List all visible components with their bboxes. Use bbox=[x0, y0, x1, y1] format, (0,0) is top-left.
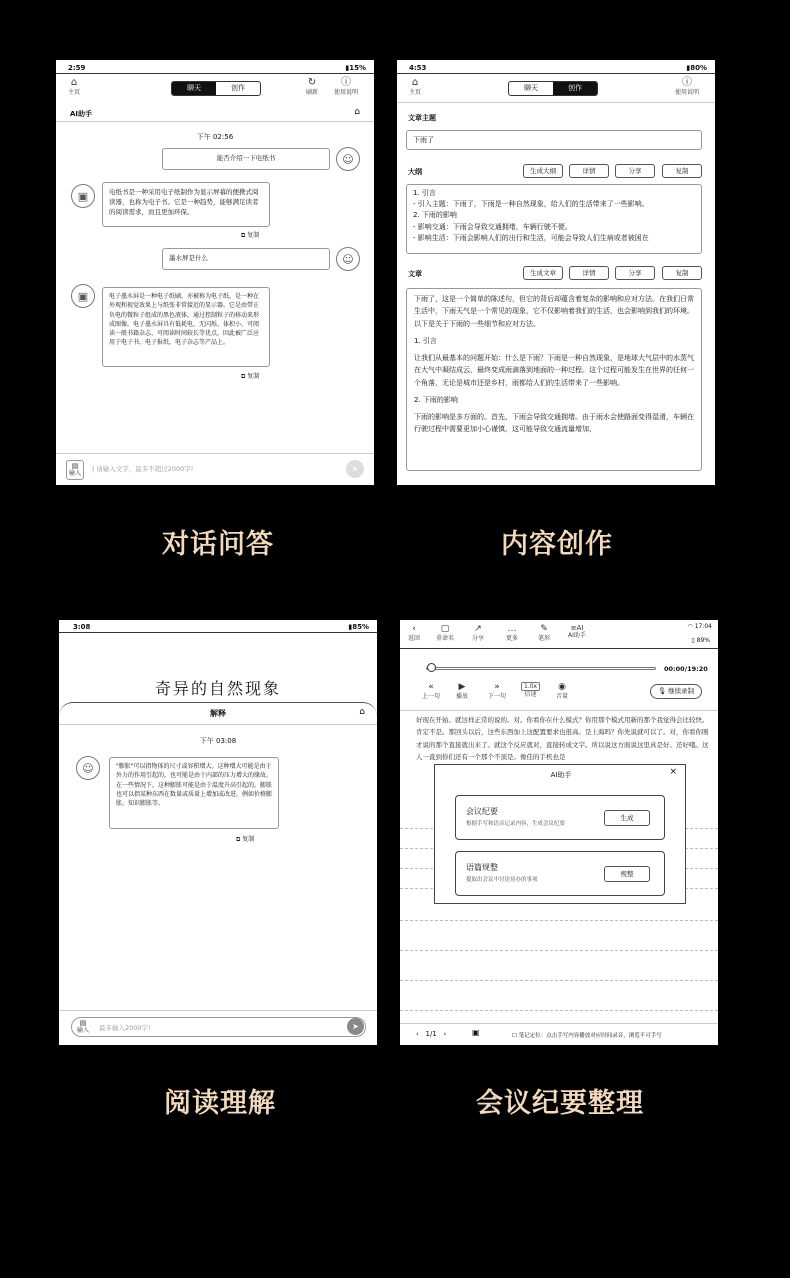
article-box[interactable] bbox=[406, 288, 702, 471]
volume-button[interactable] bbox=[556, 682, 568, 700]
clock: 17:04 bbox=[694, 623, 712, 630]
caption-chat: 对话问答 bbox=[162, 529, 274, 560]
copy-icon: ⧉ bbox=[241, 232, 246, 239]
pager bbox=[416, 1030, 446, 1038]
rename-label: 重命名 bbox=[436, 634, 455, 642]
prev-label: 上一句 bbox=[422, 692, 441, 700]
meeting-screen bbox=[400, 620, 718, 1045]
rename-button[interactable] bbox=[436, 624, 454, 642]
bot-avatar-icon: ▣ bbox=[71, 284, 95, 308]
option-desc: 提取出会议中讨论待办的事项 bbox=[466, 877, 538, 883]
input-mode-label: 输入 bbox=[69, 470, 82, 478]
tab-create[interactable]: 创作 bbox=[553, 82, 597, 95]
caption-reading: 阅读理解 bbox=[164, 1088, 276, 1119]
share-icon: ↗ bbox=[474, 624, 482, 634]
back-button[interactable] bbox=[408, 624, 420, 642]
back-label: 返回 bbox=[408, 634, 421, 642]
next-page-icon[interactable]: › bbox=[443, 1030, 447, 1038]
assistant-title: AI助手 bbox=[70, 110, 93, 118]
play-label: 播放 bbox=[456, 692, 469, 700]
note-locate-icon[interactable]: ▣ bbox=[472, 1028, 480, 1037]
help-label: 使用说明 bbox=[334, 89, 359, 96]
battery-level: 89% bbox=[696, 637, 710, 644]
chat-screen bbox=[56, 60, 374, 485]
article-share-button[interactable]: 分享 bbox=[615, 266, 655, 280]
prev-sentence-button[interactable] bbox=[422, 682, 440, 700]
more-icon: … bbox=[507, 624, 517, 634]
home-icon: ⌂ bbox=[70, 77, 78, 88]
outline-detail-button[interactable]: 详情 bbox=[569, 164, 609, 178]
hint-label: 笔记定位：点击手写内容播放对应时间录音，浏览不可手写 bbox=[518, 1033, 662, 1039]
article-label: 文章 bbox=[408, 270, 422, 278]
copy-icon: ⧉ bbox=[241, 373, 246, 380]
next-sentence-button[interactable] bbox=[488, 682, 506, 700]
back-icon: ‹ bbox=[412, 624, 416, 634]
caption-create: 内容创作 bbox=[501, 529, 613, 560]
home-label: 主页 bbox=[409, 89, 422, 96]
more-button[interactable] bbox=[506, 624, 518, 642]
rename-icon: ▢ bbox=[440, 624, 450, 634]
panel-title: 解释 bbox=[210, 709, 226, 718]
book-title: 奇异的自然现象 bbox=[154, 679, 281, 698]
option-tidy bbox=[455, 851, 665, 896]
option-desc: 根据手写和语音记录内容，生成会议纪要 bbox=[466, 821, 566, 827]
chat-timestamp: 下午 03:08 bbox=[199, 737, 237, 745]
checkbox-icon[interactable]: ☐ bbox=[512, 1033, 517, 1039]
status-battery bbox=[348, 623, 369, 631]
mode-tabs bbox=[508, 81, 598, 96]
article-paragraph: 下雨的影响是多方面的。首先，下雨会导致交通拥堵。由于雨水会使路面变得湿滑，车辆在行驶过程中需要更加小心谨慎，这可能导致交通流量增加， bbox=[414, 413, 694, 434]
volume-icon: ◉ bbox=[558, 682, 566, 692]
speed-value: 1.0x bbox=[521, 682, 540, 691]
battery-level: 85% bbox=[352, 623, 369, 631]
send-button[interactable] bbox=[347, 1018, 364, 1035]
send-icon: ➤ bbox=[352, 465, 358, 473]
tab-chat[interactable]: 聊天 bbox=[172, 82, 216, 95]
volume-label: 音量 bbox=[556, 692, 569, 700]
play-button[interactable] bbox=[456, 682, 468, 700]
mode-tabs bbox=[171, 81, 261, 96]
chat-timestamp: 下午 02:56 bbox=[196, 133, 234, 141]
copy-label: 复制 bbox=[247, 373, 260, 380]
pen-button[interactable] bbox=[538, 624, 550, 642]
battery-icon: ▯ bbox=[691, 637, 695, 644]
share-button[interactable] bbox=[472, 624, 484, 642]
bot-message: "膨胀"可以指物体的尺寸或容积增大。这种增大可能是由于外力的作用引起的，也可能是由于内部的压力增大的缘故。在一些情况下，这种膨胀可能是由于温度升高引起的。膨胀也可以指某种东西在数量或质量上增加或改进，例如价格膨胀、知识膨胀等。 bbox=[109, 757, 279, 829]
home-icon: ⌂ bbox=[411, 77, 419, 88]
article-copy-button[interactable]: 复制 bbox=[662, 266, 702, 280]
tidy-button[interactable]: 规整 bbox=[604, 866, 650, 882]
caption-meeting: 会议纪要整理 bbox=[476, 1088, 644, 1119]
outline-line: 1. 引言 bbox=[413, 189, 436, 197]
clear-icon[interactable]: ⌂ bbox=[359, 707, 365, 717]
option-minutes bbox=[455, 795, 665, 840]
copy-icon: ⧉ bbox=[236, 836, 241, 843]
bot-message: 电纸书是一种采用电子纸制作为显示屏幕的便携式阅读器，也称为电子书。它是一种趋势，能够满足读者的阅读需求，而且更加环保。 bbox=[102, 182, 270, 227]
continue-record-button[interactable] bbox=[650, 684, 702, 699]
prev-page-icon[interactable]: ‹ bbox=[416, 1030, 419, 1038]
ai-assistant-dialog bbox=[434, 764, 686, 904]
transcript: 好现在开始。就这样正常的说的。对。你看你在什么模式？你用那个模式用新的那个我觉得会比较快。肯定不是。那回头以后，这些东西加上这配置要求也很高。是上海吗？你先说就可以了。对，你看你刚才说的那个直接就出来了。就这个反应就对，直接转成文字。所以说这方面说这里真是好。还好哦。这人一直到你们还有一个那个不顶是。像佳的手机也是 bbox=[416, 716, 709, 762]
forward-icon: » bbox=[494, 682, 500, 692]
pen-label: 笔形 bbox=[538, 634, 551, 642]
tab-chat[interactable]: 聊天 bbox=[524, 84, 538, 92]
input-mode-button[interactable] bbox=[77, 1019, 89, 1035]
tab-create[interactable]: 创作 bbox=[231, 84, 245, 92]
help-icon: ⓘ bbox=[682, 77, 692, 88]
article-paragraph: 让我们从最基本的问题开始：什么是下雨？下雨是一种自然现象，是地球大气层中的水蒸气在大气中凝结成云，最终变成雨滴落到地面的一种过程。这个过程可能发生在世界的任何一个角落，无论是城市还是乡村，雨都给人们的生活带来了一些影响。 bbox=[414, 354, 694, 387]
user-message: 墨水屏是什么 bbox=[162, 248, 330, 270]
progress-thumb[interactable] bbox=[427, 663, 436, 672]
speed-label: 倍速 bbox=[524, 691, 537, 699]
explain-panel bbox=[59, 702, 377, 1045]
chat-input[interactable]: 最多输入2000字! bbox=[99, 1024, 151, 1032]
share-label: 分享 bbox=[472, 634, 485, 642]
progress-track[interactable] bbox=[426, 667, 656, 670]
generate-article-button[interactable]: 生成文章 bbox=[523, 266, 563, 280]
bot-avatar-icon: ☺ bbox=[76, 756, 100, 780]
generate-minutes-button[interactable]: 生成 bbox=[604, 810, 650, 826]
battery-icon: ▮ bbox=[348, 623, 353, 631]
article-detail-button[interactable]: 详情 bbox=[569, 266, 609, 280]
copy-label: 复制 bbox=[242, 836, 255, 843]
status-time: 4:53 bbox=[409, 64, 427, 72]
battery-icon: ▮ bbox=[686, 64, 691, 72]
help-icon: ⓘ bbox=[341, 77, 351, 88]
outline-line: - 影响生活：下雨会影响人们的出行和生活，可能会导致人们生病或者被困在 bbox=[413, 233, 649, 242]
page-number: 1/1 bbox=[425, 1030, 437, 1038]
user-avatar-icon: ☺ bbox=[336, 247, 360, 271]
outline-line: - 影响交通：下雨会导致交通拥堵，车辆行驶不便。 bbox=[413, 222, 572, 231]
refresh-label: 刷新 bbox=[306, 89, 319, 96]
chat-input[interactable]: | 请输入文字，最多不超过2000字! bbox=[86, 460, 350, 478]
input-mode-button[interactable] bbox=[66, 460, 84, 480]
duration: 00:00/19:20 bbox=[664, 665, 708, 673]
battery-level: 15% bbox=[349, 64, 366, 72]
close-icon[interactable]: × bbox=[669, 767, 677, 777]
dialog-title: AI助手 bbox=[550, 771, 572, 779]
generate-outline-button[interactable]: 生成大纲 bbox=[523, 164, 563, 178]
status-battery bbox=[691, 637, 710, 644]
wifi-icon: ◠ bbox=[687, 623, 693, 630]
topic-input[interactable]: 下雨了 bbox=[406, 130, 702, 150]
chat-input-placeholder: 请输入文字，最多不超过2000字! bbox=[96, 465, 194, 473]
article-heading: 1. 引言 bbox=[414, 336, 437, 345]
bot-message: 电子墨水屏是一种电子纸刷，亦被称为电子纸。是一种在外观和视觉效果上与纸张非常接近的显示器。它是由带正负电的微粒子组成的黑色液体，通过控制粒子的移动来形成图像。电子墨水屏具有低耗电、无闪烁、体积小、可阅读一般书籍杂志、可阅读时间较长等优点，因此被广泛应用于电子书、电子报纸、电子杂志等产品上。 bbox=[102, 287, 270, 367]
option-title: 会议纪要 bbox=[466, 807, 498, 816]
hint-text bbox=[512, 1031, 662, 1039]
continue-record-label: 继续录制 bbox=[668, 687, 695, 695]
battery-level: 80% bbox=[690, 64, 707, 72]
outline-copy-button[interactable]: 复制 bbox=[662, 164, 702, 178]
outline-share-button[interactable]: 分享 bbox=[615, 164, 655, 178]
outline-line: 2. 下雨的影响 bbox=[413, 211, 457, 220]
article-heading: 2. 下雨的影响 bbox=[414, 395, 458, 404]
ai-label: AI助手 bbox=[568, 632, 586, 640]
create-screen bbox=[397, 60, 715, 485]
battery-icon: ▮ bbox=[345, 64, 350, 72]
outline-line: - 引入主题：下雨了，下雨是一种自然现象，给人们的生活带来了一些影响。 bbox=[413, 200, 649, 209]
option-title: 语篇规整 bbox=[466, 863, 498, 872]
topic-label: 文章主题 bbox=[408, 114, 436, 122]
copy-label: 复制 bbox=[247, 232, 260, 239]
pen-icon: ✎ bbox=[540, 624, 548, 634]
refresh-icon: ↻ bbox=[307, 77, 317, 88]
ai-icon: ≡AI bbox=[570, 624, 584, 632]
send-icon: ➤ bbox=[352, 1022, 359, 1031]
input-mode-label: 输入 bbox=[77, 1027, 90, 1035]
copy-button[interactable] bbox=[236, 834, 254, 844]
status-time: 3:08 bbox=[73, 623, 91, 631]
outline-label: 大纲 bbox=[408, 168, 422, 176]
outline-box[interactable] bbox=[406, 184, 702, 254]
send-button[interactable] bbox=[346, 460, 364, 478]
notepad-icon: ▤ bbox=[79, 1019, 87, 1027]
more-label: 更多 bbox=[506, 634, 519, 642]
notepad-icon: ▤ bbox=[71, 462, 79, 470]
mic-icon: 🎙 bbox=[657, 687, 667, 695]
copy-button[interactable] bbox=[241, 371, 259, 381]
help-button[interactable] bbox=[334, 77, 358, 96]
article-paragraph: 下雨了，这是一个简单的陈述句，但它的背后却蕴含着复杂的影响和应对方法。在我们日常生活中，下雨天气是一个常见的现象，它不仅影响着我们的生活，也会影响到我们的环境。以下是关于下雨的一些细节和应对方法。 bbox=[414, 295, 694, 328]
rewind-icon: « bbox=[428, 682, 434, 692]
user-avatar-icon: ☺ bbox=[336, 147, 360, 171]
user-message: 能否介绍一下电纸书 bbox=[162, 148, 330, 170]
home-label: 主页 bbox=[68, 89, 81, 96]
status-time bbox=[688, 623, 712, 630]
bot-avatar-icon: ▣ bbox=[71, 184, 95, 208]
reading-screen bbox=[59, 620, 377, 1045]
clear-icon[interactable]: ⌂ bbox=[354, 107, 360, 117]
copy-button[interactable] bbox=[241, 230, 259, 240]
speed-button[interactable] bbox=[521, 682, 540, 698]
next-label: 下一句 bbox=[488, 692, 507, 700]
home-button[interactable] bbox=[409, 77, 421, 96]
play-icon: ▶ bbox=[458, 682, 466, 692]
ai-assistant-button[interactable] bbox=[568, 624, 586, 640]
status-battery bbox=[686, 64, 707, 72]
refresh-button[interactable] bbox=[306, 77, 318, 96]
help-label: 使用说明 bbox=[675, 89, 700, 96]
status-battery bbox=[345, 64, 366, 72]
help-button[interactable] bbox=[675, 77, 699, 96]
status-time: 2:59 bbox=[68, 64, 86, 72]
home-button[interactable] bbox=[68, 77, 80, 96]
